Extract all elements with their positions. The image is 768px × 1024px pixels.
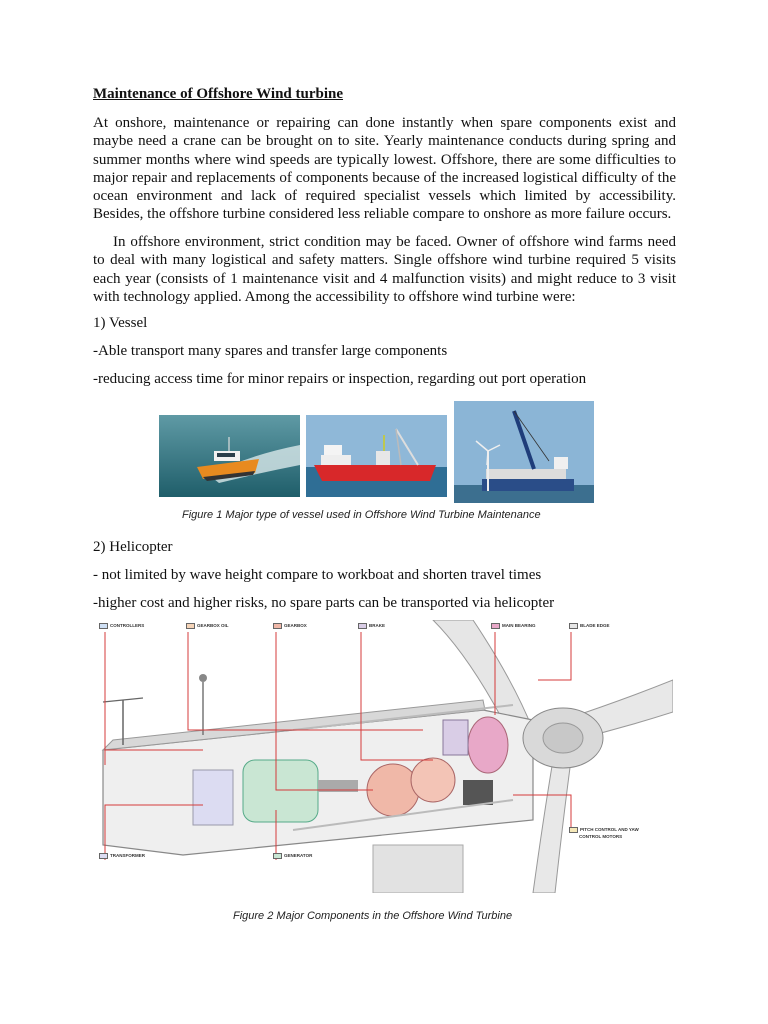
figure-2-caption: Figure 2 Major Components in the Offshore Wind Turbine xyxy=(233,910,513,922)
supply-vessel-photo xyxy=(306,415,447,497)
label-control-motors: CONTROL MOTORS xyxy=(579,834,623,839)
label-main-bearing: MAIN BEARING xyxy=(491,623,536,629)
paragraph-onshore-offshore: At onshore, maintenance or repairing can done instantly when spare components exist and maybe need a crane can be brought on to site. Yearly maintenance conducts during spring and summer months where wind speeds are typically lowest. Offshore, there are some difficulties to major repair and replacements of components because of the increased logistical difficulty of the ocean environment and lack of required specialist vessels which limited by accessibility. Besides, the offshore turbine considered less reliable compare to onshore as more failure occurs. xyxy=(93,115,676,223)
wind-turbine-components-diagram xyxy=(93,620,673,893)
helicopter-point-2: -higher cost and higher risks, no spare parts can be transported via helicopter xyxy=(93,595,555,611)
paragraph-offshore-environment: In offshore environment, strict condition may be faced. Owner of offshore wind farms need to deal with many logistical and safety matters. Single offshore wind turbine required 5 visits each year (consists of 1 maintenance visit and 4 malfunction visits) and might reduce to 3 visit with technology applied. Among the accessibility to offshore wind turbine were: xyxy=(93,234,676,305)
vessel-heading: 1) Vessel xyxy=(93,315,148,331)
label-pitch-control: PITCH CONTROL AND YAW xyxy=(569,827,639,833)
page-title: Maintenance of Offshore Wind turbine xyxy=(93,86,344,102)
label-brake: BRAKE xyxy=(358,623,385,629)
vessel-point-1: -Able transport many spares and transfer large components xyxy=(93,343,448,359)
vessel-point-2: -reducing access time for minor repairs or inspection, regarding out port operation xyxy=(93,371,587,387)
label-transformer: TRANSFORMER xyxy=(99,853,145,859)
figure-1-caption: Figure 1 Major type of vessel used in Offshore Wind Turbine Maintenance xyxy=(182,509,541,521)
label-generator: GENERATOR xyxy=(273,853,312,859)
jack-up-vessel-photo xyxy=(454,401,594,503)
label-controllers: CONTROLLERS xyxy=(99,623,144,629)
label-gearbox: GEARBOX xyxy=(273,623,307,629)
helicopter-heading: 2) Helicopter xyxy=(93,539,173,555)
helicopter-point-1: - not limited by wave height compare to workboat and shorten travel times xyxy=(93,567,542,583)
label-gearbox-oil: GEARBOX OIL xyxy=(186,623,229,629)
label-blade-edge: BLADE EDGE xyxy=(569,623,610,629)
crew-transfer-vessel-photo xyxy=(159,415,300,497)
